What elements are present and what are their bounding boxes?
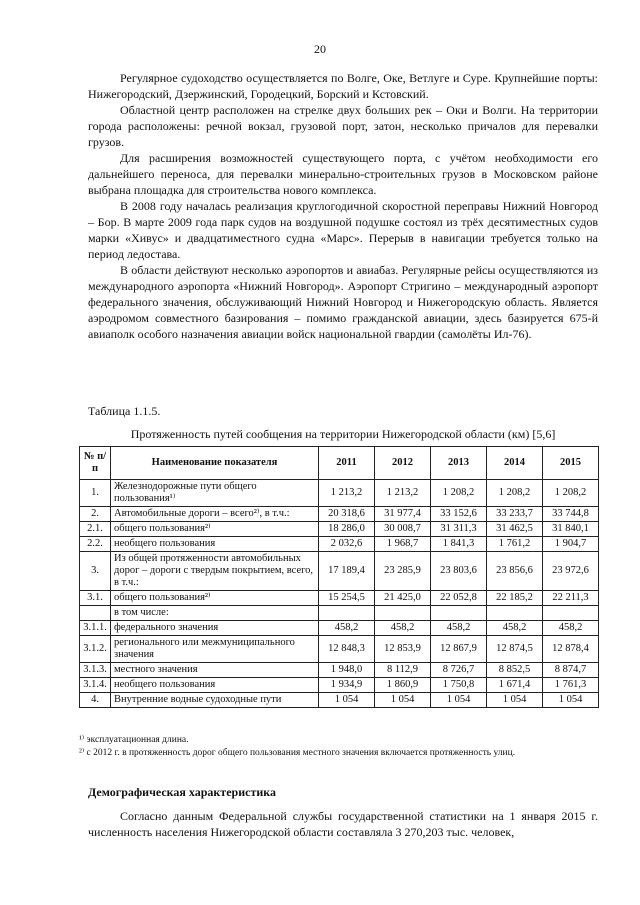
value-cell: 1 968,7 (375, 537, 431, 552)
table-row (80, 507, 599, 522)
row-number-cell: 2.2. (80, 537, 111, 552)
value-cell: 1 054 (543, 693, 599, 708)
value-cell (319, 606, 375, 621)
column-header: 2014 (487, 447, 543, 480)
footnote: ²⁾ с 2012 г. в протяженность дорог общего пользования местного значения включается протяженность улиц. (79, 748, 516, 758)
page-number: 20 (314, 42, 326, 56)
table-row (80, 636, 599, 663)
value-cell: 31 311,3 (431, 522, 487, 537)
value-cell: 1 948,0 (319, 663, 375, 678)
value-cell: 8 726,7 (431, 663, 487, 678)
table-header-row (80, 447, 599, 480)
body-text (88, 70, 598, 342)
value-cell: 1 934,9 (319, 678, 375, 693)
value-cell: 23 285,9 (375, 552, 431, 591)
row-number-cell: 3.1.3. (80, 663, 111, 678)
table-row (80, 537, 599, 552)
value-cell: 12 848,3 (319, 636, 375, 663)
row-number-cell: 2.1. (80, 522, 111, 537)
row-number-cell: 1. (80, 480, 111, 507)
indicator-name-cell: федерального значения (111, 621, 319, 636)
value-cell (487, 606, 543, 621)
value-cell: 1 208,2 (487, 480, 543, 507)
value-cell: 458,2 (431, 621, 487, 636)
table-row (80, 678, 599, 693)
value-cell: 33 744,8 (543, 507, 599, 522)
table-row (80, 591, 599, 606)
column-header: 2013 (431, 447, 487, 480)
table-row (80, 480, 599, 507)
paragraph: Областной центр расположен на стрелке двух больших рек – Оки и Волги. На территории города расположены: речной вокзал, грузовой порт, затон, несколько причалов для перевалки грузов. (88, 103, 598, 149)
paragraph: Согласно данным Федеральной службы государственной статистики на 1 января 2015 г. численность населения Нижегородской области составляла 3 270,203 тыс. человек, (88, 809, 598, 839)
value-cell: 31 462,5 (487, 522, 543, 537)
value-cell: 1 750,8 (431, 678, 487, 693)
row-number-cell: 4. (80, 693, 111, 708)
value-cell (375, 606, 431, 621)
value-cell: 458,2 (543, 621, 599, 636)
column-header: 2012 (375, 447, 431, 480)
indicator-name-cell: Внутренние водные судоходные пути (111, 693, 319, 708)
table-body (80, 480, 599, 708)
value-cell: 1 841,3 (431, 537, 487, 552)
value-cell (431, 606, 487, 621)
indicator-name-cell: Автомобильные дороги – всего²⁾, в т.ч.: (111, 507, 319, 522)
value-cell: 22 211,3 (543, 591, 599, 606)
value-cell: 1 054 (431, 693, 487, 708)
paragraph: В области действуют несколько аэропортов и авиабаз. Регулярные рейсы осуществляются из международного аэропорта «Нижний Новгород». Аэропорт Стригино – международный аэропорт федерального значения, обслуживающий Нижний Новгород и Нижегородскую область. Является аэродромом совместного базирования – помимо гражданской авиации, здесь базируется 675-й авиаполк особого назначения авиации войск национальной гвардии (самолёты Ил-76). (88, 263, 598, 341)
value-cell: 23 856,6 (487, 552, 543, 591)
value-cell: 20 318,6 (319, 507, 375, 522)
value-cell: 1 213,2 (375, 480, 431, 507)
section-title: Демографическая характеристика (88, 785, 276, 799)
column-header: Наименование показателя (111, 447, 319, 480)
table-row (80, 522, 599, 537)
column-header: 2015 (543, 447, 599, 480)
table-row (80, 606, 599, 621)
value-cell: 23 803,6 (431, 552, 487, 591)
value-cell: 458,2 (319, 621, 375, 636)
value-cell: 30 008,7 (375, 522, 431, 537)
value-cell (543, 606, 599, 621)
indicator-name-cell: регионального или межмуниципального значения (111, 636, 319, 663)
table-row (80, 663, 599, 678)
footnotes (79, 734, 599, 760)
value-cell: 12 874,5 (487, 636, 543, 663)
value-cell: 1 054 (319, 693, 375, 708)
value-cell: 18 286,0 (319, 522, 375, 537)
value-cell: 1 054 (375, 693, 431, 708)
row-number-cell: 3. (80, 552, 111, 591)
value-cell: 33 152,6 (431, 507, 487, 522)
value-cell: 1 671,4 (487, 678, 543, 693)
value-cell: 458,2 (375, 621, 431, 636)
value-cell: 1 213,2 (319, 480, 375, 507)
indicator-name-cell: необщего пользования (111, 678, 319, 693)
value-cell: 33 233,7 (487, 507, 543, 522)
row-number-cell: 3.1.2. (80, 636, 111, 663)
paragraph: Для расширения возможностей существующего порта, с учётом необходимости его дальнейшего переноса, для перевалки минерально-строительных грузов в Московском районе выбрана площадка для строительства нового комплекса. (88, 151, 598, 197)
indicator-name-cell: местного значения (111, 663, 319, 678)
indicator-name-cell: Железнодорожные пути общего пользования¹⁾ (111, 480, 319, 507)
value-cell: 8 112,9 (375, 663, 431, 678)
row-number-cell (80, 606, 111, 621)
data-table (79, 446, 599, 708)
indicator-name-cell: в том числе: (111, 606, 319, 621)
value-cell: 8 852,5 (487, 663, 543, 678)
value-cell: 1 054 (487, 693, 543, 708)
value-cell: 12 878,4 (543, 636, 599, 663)
table-caption: Протяженность путей сообщения на территории Нижегородской области (км) [5,6] (130, 427, 556, 441)
value-cell: 8 874,7 (543, 663, 599, 678)
value-cell: 31 840,1 (543, 522, 599, 537)
value-cell: 22 052,8 (431, 591, 487, 606)
table-row (80, 621, 599, 636)
indicator-name-cell: общего пользования²⁾ (111, 591, 319, 606)
closing-text (88, 808, 598, 840)
indicator-name-cell: общего пользования²⁾ (111, 522, 319, 537)
column-header: № п/п (80, 447, 111, 480)
value-cell: 22 185,2 (487, 591, 543, 606)
value-cell: 1 761,2 (487, 537, 543, 552)
value-cell: 21 425,0 (375, 591, 431, 606)
value-cell: 31 977,4 (375, 507, 431, 522)
value-cell: 458,2 (487, 621, 543, 636)
value-cell: 12 853,9 (375, 636, 431, 663)
value-cell: 1 761,3 (543, 678, 599, 693)
paragraph: В 2008 году началась реализация круглогодичной скоростной переправы Нижний Новгород – Бор. В марте 2009 года парк судов на воздушной подушке состоял из трёх десятиместных судов марки «Хивус» и двадцатиместного судна «Марс». Перерыв в навигации требуется только на период ледостава. (88, 199, 598, 261)
value-cell: 1 208,2 (543, 480, 599, 507)
column-header: 2011 (319, 447, 375, 480)
row-number-cell: 2. (80, 507, 111, 522)
table-row (80, 693, 599, 708)
paragraph: Регулярное судоходство осуществляется по Волге, Оке, Ветлуге и Суре. Крупнейшие порты: Нижегородский, Дзержинский, Городецкий, Борский и Кстовский. (88, 71, 598, 101)
indicator-name-cell: Из общей протяженности автомобильных дорог – дороги с твердым покрытием, всего, в т.ч.: (111, 552, 319, 591)
value-cell: 1 208,2 (431, 480, 487, 507)
value-cell: 12 867,9 (431, 636, 487, 663)
row-number-cell: 3.1. (80, 591, 111, 606)
row-number-cell: 3.1.1. (80, 621, 111, 636)
footnote: ¹⁾ эксплуатационная длина. (79, 735, 189, 745)
row-number-cell: 3.1.4. (80, 678, 111, 693)
value-cell: 23 972,6 (543, 552, 599, 591)
value-cell: 1 904,7 (543, 537, 599, 552)
value-cell: 17 189,4 (319, 552, 375, 591)
value-cell: 2 032,6 (319, 537, 375, 552)
value-cell: 15 254,5 (319, 591, 375, 606)
indicator-name-cell: необщего пользования (111, 537, 319, 552)
value-cell: 1 860,9 (375, 678, 431, 693)
table-row (80, 552, 599, 591)
table-label: Таблица 1.1.5. (88, 404, 161, 418)
